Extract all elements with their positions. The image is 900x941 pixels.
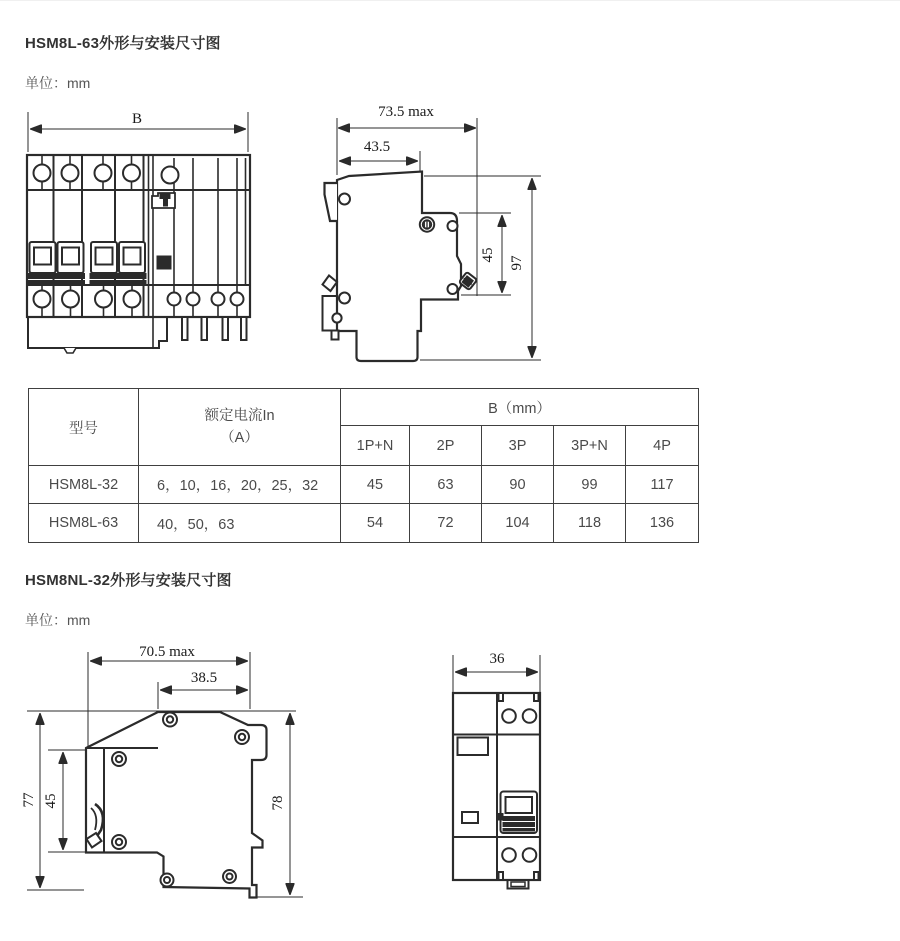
dim-total-depth-label: 70.5 max [139,644,195,660]
breaker-side-body [323,172,478,362]
din-mount-ear [325,183,338,221]
toggle-handle [498,792,538,834]
hsm8l-side-view-drawing [318,100,548,380]
section1-unit-label: 单位：mm [25,75,91,91]
current-cell: 6，10，16，20，25，32 [139,466,341,504]
toggle-lever [87,804,104,848]
col-header-current: 额定电流In （A） [139,389,341,466]
bottom-terminal-screws [34,291,244,308]
indicator-window [462,812,478,823]
dim-total-height-group [420,176,541,360]
breaker-front-body [27,155,250,353]
dimension-spec-table [28,388,699,543]
hsm8nl-front-view-drawing [445,648,555,920]
section2-title: HSM8NL-32外形与安装尺寸图 [25,572,232,589]
dim-left-height-label: 77 [21,792,37,808]
page-top-divider [0,0,900,1]
col-header-model: 型号 [29,389,139,466]
col-header-1pn: 1P+N [341,426,410,466]
breaker-front-body [453,693,540,889]
dim-mid-height-label: 45 [480,247,496,263]
dim-total-depth-group [88,644,250,746]
dim-front-width-label: 43.5 [363,139,391,155]
toggle-handles [29,242,147,284]
connection-pins [182,317,247,340]
col-header-3pn: 3P+N [554,426,626,466]
hsm8nl-side-view-drawing [20,640,310,935]
dim-total-width-label: 73.5 max [378,104,434,120]
dim-front-depth-group [158,670,247,709]
col-header-2p: 2P [410,426,482,466]
current-cell: 40，50，63 [139,504,341,543]
dim-right-height-label: 78 [270,795,286,811]
section2-unit-label: 单位：mm [25,612,91,628]
rcd-indicator-window [157,256,171,269]
model-cell: HSM8L-63 [29,504,139,543]
dim-total-width-group [337,104,477,296]
table-row: HSM8L-32 6，10，16，20，25，32 45 63 90 99 117 [29,466,699,504]
dim-mid-height-label: 45 [43,793,59,809]
dim-front-depth-label: 38.5 [190,670,218,686]
col-header-4p: 4P [626,426,699,466]
dim-b-group [28,111,248,152]
dim-width-group [453,651,540,692]
dim-right-height-group [252,714,303,897]
label-window [458,738,489,756]
dim-total-height-label: 97 [509,255,525,271]
dim-front-width-group [340,139,420,172]
case-screws [112,713,249,887]
section1-title: HSM8L-63外形与安装尺寸图 [25,35,221,52]
test-button [152,193,175,208]
hsm8l-front-view-drawing [25,105,260,365]
dim-width-label: 36 [489,651,505,667]
breaker-side-body [86,712,267,898]
bottom-foot [508,880,529,889]
knurled-screw [420,217,434,231]
table-row: HSM8L-63 40，50，63 54 72 104 118 136 [29,504,699,543]
bottom-band [28,317,167,353]
top-terminal-screws [34,165,179,184]
model-cell: HSM8L-32 [29,466,139,504]
dim-mid-height-group [43,750,86,852]
din-rail-clip [323,276,342,340]
col-header-3p: 3P [482,426,554,466]
col-header-b: B（mm） [341,389,699,426]
dim-b-label: B [131,111,143,127]
terminal-screws [502,709,536,862]
